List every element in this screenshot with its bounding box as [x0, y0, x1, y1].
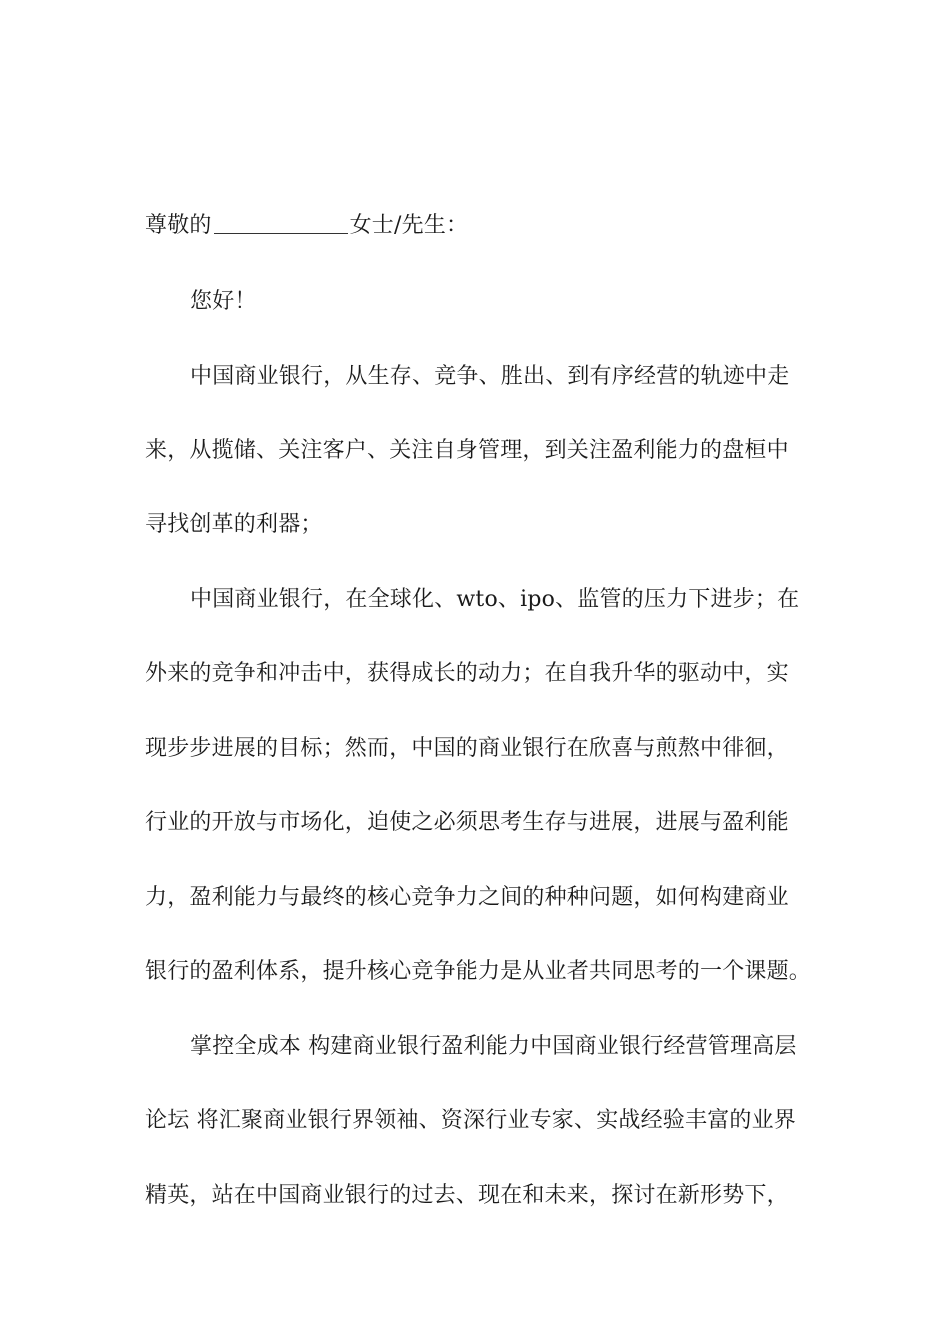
name-blank-underline [214, 213, 348, 234]
greeting: 您好！ [190, 289, 257, 314]
paragraph-2-line-5: 力，盈利能力与最终的核心竞争力之间的种种问题，如何构建商业 [145, 885, 789, 910]
paragraph-2-line-2: 外来的竞争和冲击中，获得成长的动力；在自我升华的驱动中，实 [145, 661, 789, 686]
paragraph-3-line-1: 掌控全成本 构建商业银行盈利能力中国商业银行经营管理高层 [190, 1034, 797, 1059]
salutation-prefix: 尊敬的 [145, 213, 212, 238]
salutation-suffix: 女士/先生： [349, 213, 469, 238]
paragraph-3-line-3: 精英，站在中国商业银行的过去、现在和未来，探讨在新形势下， [145, 1183, 789, 1208]
paragraph-2-line-6: 银行的盈利体系，提升核心竞争能力是从业者共同思考的一个课题。 [145, 959, 812, 984]
paragraph-2-line-3: 现步步进展的目标；然而，中国的商业银行在欣喜与煎熬中徘徊， [145, 736, 789, 761]
paragraph-3-line-2: 论坛 将汇聚商业银行界领袖、资深行业专家、实战经验丰富的业界 [145, 1108, 796, 1133]
paragraph-2-line-1: 中国商业银行，在全球化、wto、ipo、监管的压力下进步；在 [190, 587, 800, 612]
paragraph-1-line-2: 来，从揽储、关注客户、关注自身管理，到关注盈利能力的盘桓中 [145, 438, 789, 463]
paragraph-1-line-1: 中国商业银行，从生存、竞争、胜出、到有序经营的轨迹中走 [190, 364, 790, 389]
paragraph-2-line-4: 行业的开放与市场化，迫使之必须思考生存与进展，进展与盈利能 [145, 810, 789, 835]
salutation-line [145, 212, 468, 240]
paragraph-1-line-3: 寻找创革的利器； [145, 512, 323, 537]
